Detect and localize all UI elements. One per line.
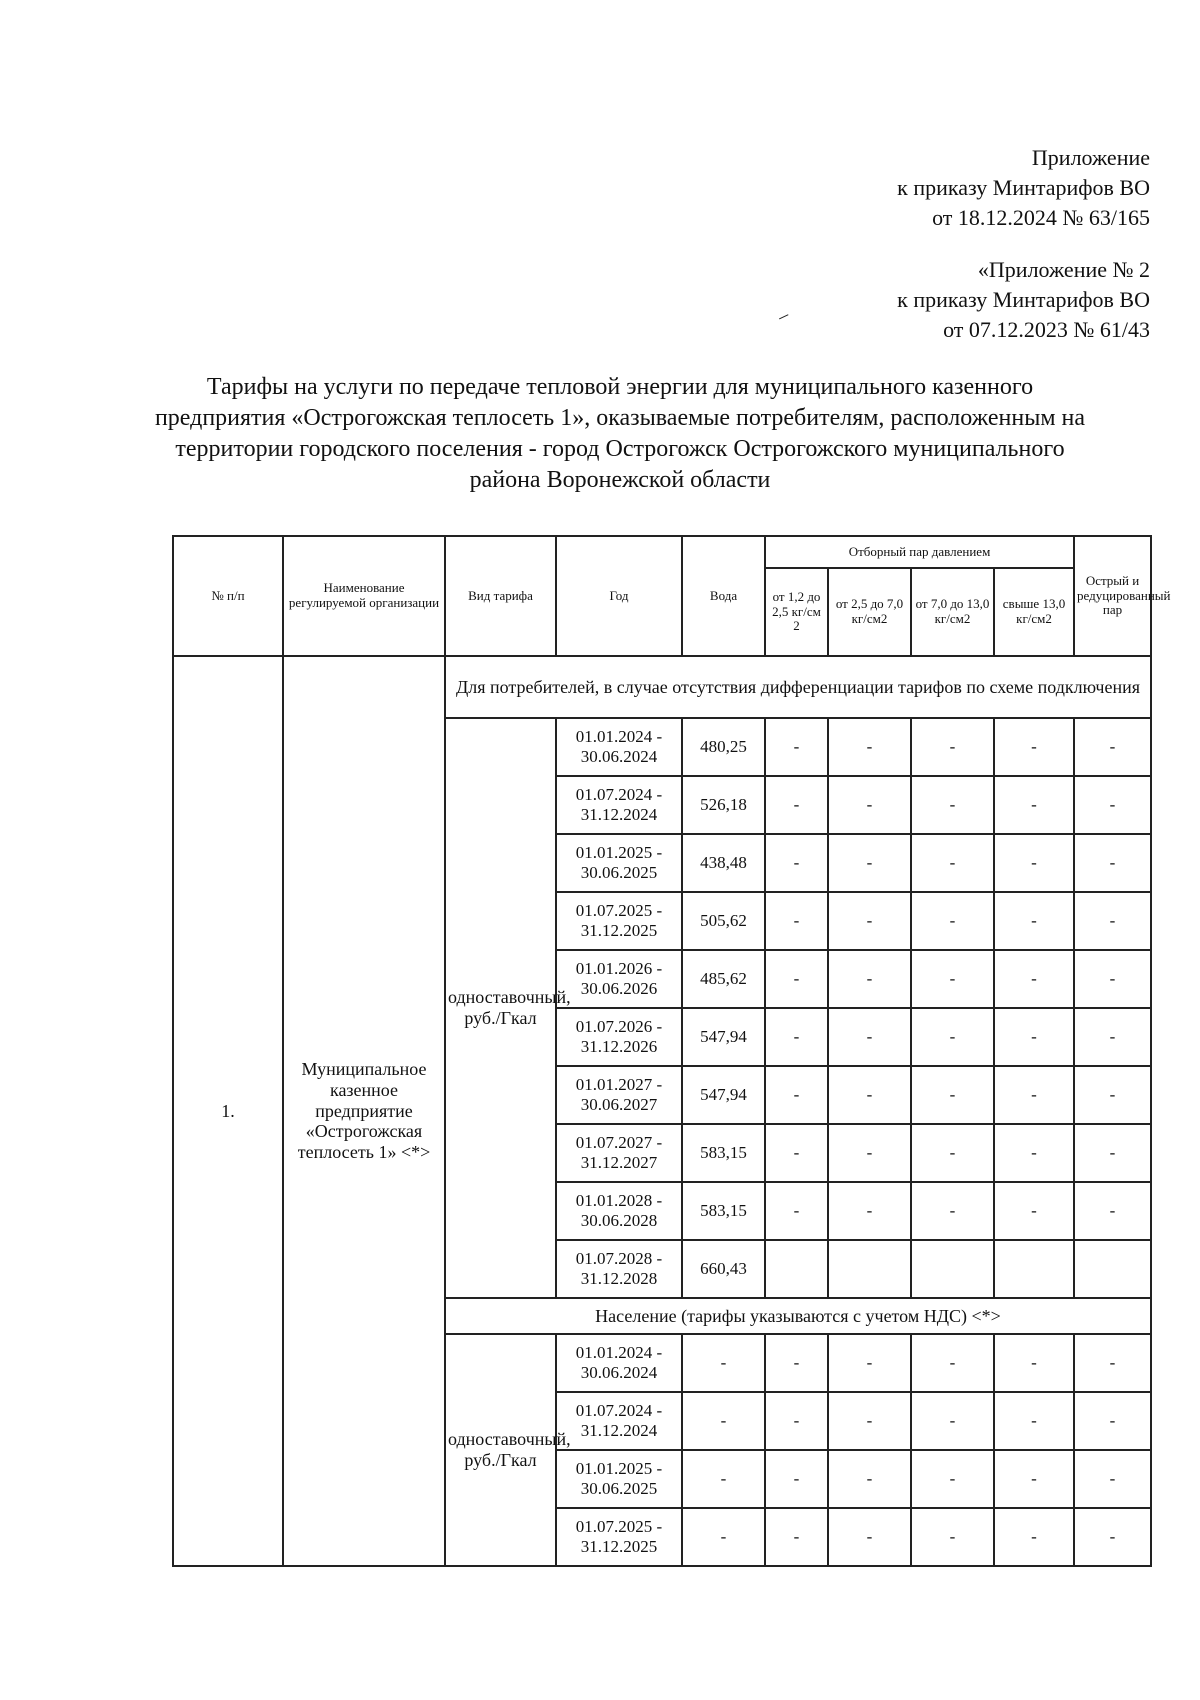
sharp-value-cell: - — [1074, 950, 1151, 1008]
appendix-header — [897, 143, 1150, 233]
water-value-cell: 505,62 — [682, 892, 765, 950]
p2-value-cell: - — [828, 1182, 911, 1240]
header-p4: свыше 13,0 кг/см2 — [994, 568, 1074, 656]
organization-name: Муниципальное казенное предприятие «Острогожская теплосеть 1» <*> — [283, 656, 445, 1566]
section2-title: Население (тарифы указываются с учетом НДС) <*> — [445, 1298, 1151, 1334]
period-cell: 01.07.2025 - 31.12.2025 — [556, 892, 682, 950]
period-cell: 01.07.2025 - 31.12.2025 — [556, 1508, 682, 1566]
p1-value-cell: - — [765, 1334, 828, 1392]
p2-value-cell: - — [828, 1066, 911, 1124]
water-value-cell: 547,94 — [682, 1066, 765, 1124]
p1-value-cell — [765, 1240, 828, 1298]
sharp-value-cell: - — [1074, 718, 1151, 776]
sharp-value-cell: - — [1074, 892, 1151, 950]
water-value-cell: - — [682, 1334, 765, 1392]
p4-value-cell: - — [994, 1182, 1074, 1240]
section-title-row — [173, 656, 1151, 718]
water-value-cell: - — [682, 1508, 765, 1566]
p3-value-cell: - — [911, 892, 994, 950]
p4-value-cell: - — [994, 718, 1074, 776]
p2-value-cell: - — [828, 834, 911, 892]
p1-value-cell: - — [765, 1066, 828, 1124]
p3-value-cell: - — [911, 718, 994, 776]
period-cell: 01.01.2025 - 30.06.2025 — [556, 1450, 682, 1508]
p1-value-cell: - — [765, 1008, 828, 1066]
quoted-line: «Приложение № 2 — [977, 257, 1150, 282]
p4-value-cell: - — [994, 950, 1074, 1008]
p3-value-cell: - — [911, 1334, 994, 1392]
p2-value-cell: - — [828, 950, 911, 1008]
p2-value-cell: - — [828, 776, 911, 834]
p4-value-cell: - — [994, 834, 1074, 892]
tariff-table — [172, 535, 1171, 1567]
p1-value-cell: - — [765, 892, 828, 950]
header-p3: от 7,0 до 13,0 кг/см2 — [911, 568, 994, 656]
water-value-cell: 583,15 — [682, 1124, 765, 1182]
p4-value-cell: - — [994, 1392, 1074, 1450]
p1-value-cell: - — [765, 1182, 828, 1240]
row-number: 1. — [173, 656, 283, 1566]
p3-value-cell: - — [911, 950, 994, 1008]
period-cell: 01.01.2025 - 30.06.2025 — [556, 834, 682, 892]
tariff-type: одноставочный, руб./Гкал — [445, 718, 556, 1298]
period-cell: 01.07.2026 - 31.12.2026 — [556, 1008, 682, 1066]
sharp-value-cell: - — [1074, 1334, 1151, 1392]
period-cell: 01.01.2026 - 30.06.2026 — [556, 950, 682, 1008]
appendix-line: от 18.12.2024 № 63/165 — [932, 205, 1150, 230]
document-title: Тарифы на услуги по передаче тепловой энергии для муниципального казенного предприятия «Острогожская теплосеть 1», оказываемые потребителям, расположенным на территории городского поселения - город Острогожск Острогожского муниципального района Воронежской области — [154, 374, 1086, 493]
sharp-value-cell: - — [1074, 1182, 1151, 1240]
p4-value-cell: - — [994, 892, 1074, 950]
sharp-value-cell: - — [1074, 1392, 1151, 1450]
period-cell: 01.07.2024 - 31.12.2024 — [556, 776, 682, 834]
p3-value-cell: - — [911, 1392, 994, 1450]
water-value-cell: - — [682, 1450, 765, 1508]
p4-value-cell: - — [994, 776, 1074, 834]
p2-value-cell: - — [828, 718, 911, 776]
sharp-value-cell: - — [1074, 1450, 1151, 1508]
period-cell: 01.01.2028 - 30.06.2028 — [556, 1182, 682, 1240]
quoted-line: от 07.12.2023 № 61/43 — [943, 317, 1150, 342]
p3-value-cell: - — [911, 1508, 994, 1566]
header-num: № п/п — [173, 536, 283, 656]
p4-value-cell — [994, 1240, 1074, 1298]
quoted-appendix-header — [897, 255, 1150, 345]
appendix-line: к приказу Минтарифов ВО — [897, 175, 1150, 200]
period-cell: 01.01.2027 - 30.06.2027 — [556, 1066, 682, 1124]
sharp-value-cell: - — [1074, 834, 1151, 892]
header-sharp-steam: Острый и редуцированный пар — [1074, 536, 1151, 656]
p2-value-cell — [828, 1240, 911, 1298]
header-row — [173, 536, 1151, 568]
p1-value-cell: - — [765, 1392, 828, 1450]
p2-value-cell: - — [828, 1508, 911, 1566]
water-value-cell: 480,25 — [682, 718, 765, 776]
period-cell: 01.01.2024 - 30.06.2024 — [556, 1334, 682, 1392]
p3-value-cell: - — [911, 1066, 994, 1124]
p3-value-cell: - — [911, 1182, 994, 1240]
header-tariff-type: Вид тарифа — [445, 536, 556, 656]
header-steam-group: Отборный пар давлением — [765, 536, 1074, 568]
tariff-type: одноставочный, руб./Гкал — [445, 1334, 556, 1566]
p1-value-cell: - — [765, 718, 828, 776]
water-value-cell: 485,62 — [682, 950, 765, 1008]
header-org: Наименование регулируемой организации — [283, 536, 445, 656]
p1-value-cell: - — [765, 1450, 828, 1508]
header-p1: от 1,2 до 2,5 кг/см 2 — [765, 568, 828, 656]
water-value-cell: 660,43 — [682, 1240, 765, 1298]
period-cell: 01.07.2027 - 31.12.2027 — [556, 1124, 682, 1182]
p4-value-cell: - — [994, 1124, 1074, 1182]
water-value-cell: - — [682, 1392, 765, 1450]
p1-value-cell: - — [765, 950, 828, 1008]
section1-title: Для потребителей, в случае отсутствия дифференциации тарифов по схеме подключения — [445, 656, 1151, 718]
water-value-cell: 547,94 — [682, 1008, 765, 1066]
p2-value-cell: - — [828, 1450, 911, 1508]
p4-value-cell: - — [994, 1008, 1074, 1066]
appendix-line: Приложение — [1031, 145, 1150, 170]
water-value-cell: 583,15 — [682, 1182, 765, 1240]
p4-value-cell: - — [994, 1066, 1074, 1124]
p3-value-cell: - — [911, 834, 994, 892]
p3-value-cell: - — [911, 1008, 994, 1066]
p3-value-cell — [911, 1240, 994, 1298]
p2-value-cell: - — [828, 1008, 911, 1066]
p1-value-cell: - — [765, 776, 828, 834]
p4-value-cell: - — [994, 1508, 1074, 1566]
p1-value-cell: - — [765, 834, 828, 892]
p2-value-cell: - — [828, 1392, 911, 1450]
p2-value-cell: - — [828, 1124, 911, 1182]
p3-value-cell: - — [911, 1450, 994, 1508]
p3-value-cell: - — [911, 776, 994, 834]
sharp-value-cell: - — [1074, 1124, 1151, 1182]
p4-value-cell: - — [994, 1450, 1074, 1508]
period-cell: 01.07.2024 - 31.12.2024 — [556, 1392, 682, 1450]
sharp-value-cell: - — [1074, 1066, 1151, 1124]
sharp-value-cell — [1074, 1240, 1151, 1298]
pen-mark — [779, 314, 791, 325]
header-water: Вода — [682, 536, 765, 656]
p4-value-cell: - — [994, 1334, 1074, 1392]
header-year: Год — [556, 536, 682, 656]
p2-value-cell: - — [828, 892, 911, 950]
p1-value-cell: - — [765, 1508, 828, 1566]
sharp-value-cell: - — [1074, 1508, 1151, 1566]
header-p2: от 2,5 до 7,0 кг/см2 — [828, 568, 911, 656]
sharp-value-cell: - — [1074, 1008, 1151, 1066]
water-value-cell: 438,48 — [682, 834, 765, 892]
period-cell: 01.07.2028 - 31.12.2028 — [556, 1240, 682, 1298]
p1-value-cell: - — [765, 1124, 828, 1182]
quoted-line: к приказу Минтарифов ВО — [897, 287, 1150, 312]
p2-value-cell: - — [828, 1334, 911, 1392]
p3-value-cell: - — [911, 1124, 994, 1182]
sharp-value-cell: - — [1074, 776, 1151, 834]
period-cell: 01.01.2024 - 30.06.2024 — [556, 718, 682, 776]
water-value-cell: 526,18 — [682, 776, 765, 834]
